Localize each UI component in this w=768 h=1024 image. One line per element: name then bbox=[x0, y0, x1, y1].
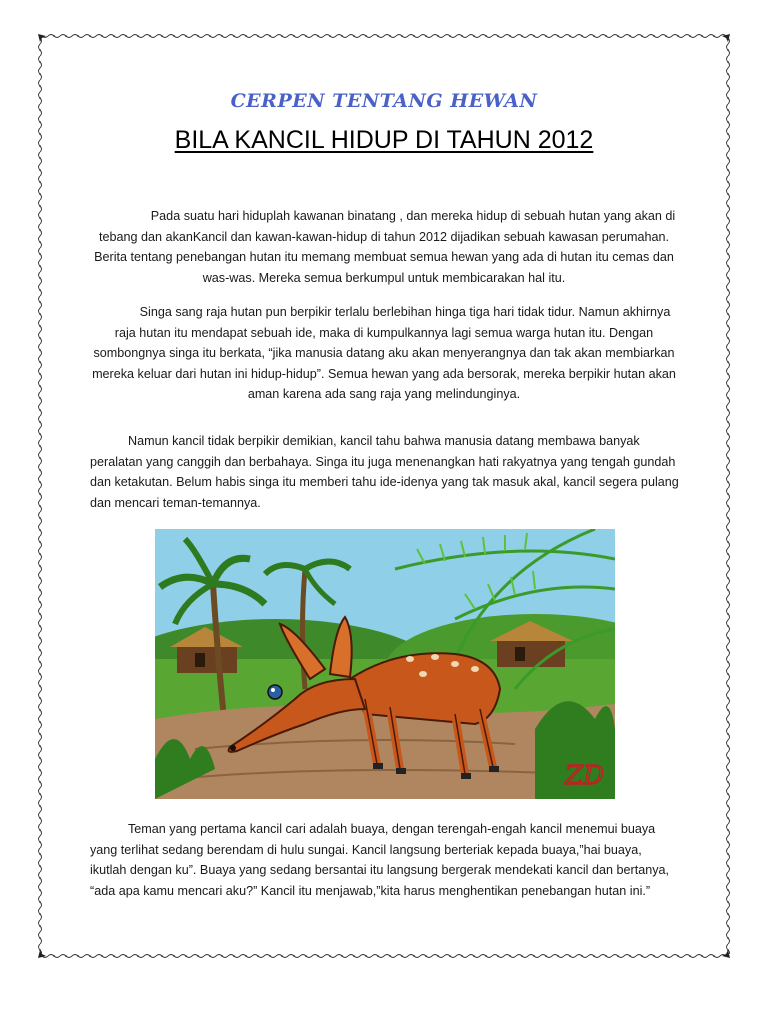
paragraph-4: Teman yang pertama kancil cari adalah buaya, dengan terengah-engah kancil menemui buaya yang terlihat sedang berendam di hulu sungai. Kancil langsung berteriak kepada buaya,”hai buaya, ikutlah dengan ku”. Buaya yang sedang bersantai itu langsung bergerak mendekati kancil dan bertanya, “ada apa kamu mencari aku?” Kancil itu menjawab,”kita harus menghentikan penebangan hutan ini.” bbox=[90, 822, 669, 898]
paragraph-3: Namun kancil tidak berpikir demikian, kancil tahu bahwa manusia datang membawa banyak peralatan yang canggih dan berbahaya. Singa itu juga menenangkan hati rakyatnya yang tengah gundah dan ketakutan. Belum habis singa itu memberi tahu ide-idenya yang tak masuk akal, kancil segera pulang dan mencari teman-temannya. bbox=[90, 434, 679, 510]
paragraph-2: Singa sang raja hutan pun berpikir terlalu berlebihan hinga tiga hari tidak tidur. Namun akhirnya raja hutan itu mendapat sebuah ide, maka di kumpulkannya lagi semua warga hutan itu. Dengan sombongnya singa itu berkata, “jika manusia datang aku akan menyerangnya dan tak akan membiarkan mereka keluar dari hutan ini hidup-hidup”. Semua hewan yang ada bersorak, mereka berpikir hutan akan aman karena ada sang raja yang melindunginya. bbox=[92, 305, 676, 402]
paragraph-1: Pada suatu hari hiduplah kawanan binatang , dan mereka hidup di sebuah hutan yang akan di tebang dan akanKancil dan kawan-kawan-hidup di tahun 2012 dijadikan sebuah kawasan perumahan. Berita tentang penebangan hutan itu memang membuat semua hewan yang ada di hutan itu cemas dan was-was. Mereka semua berkumpul untuk membicarakan hal itu. bbox=[94, 209, 676, 285]
page-title bbox=[0, 126, 768, 155]
kancil-illustration bbox=[155, 529, 615, 799]
illustration-signature: ZD bbox=[565, 761, 604, 791]
story-category: CERPEN TENTANG HEWAN bbox=[230, 90, 538, 112]
title-text: BILA KANCIL HIDUP DI TAHUN 2012 bbox=[174, 126, 594, 154]
